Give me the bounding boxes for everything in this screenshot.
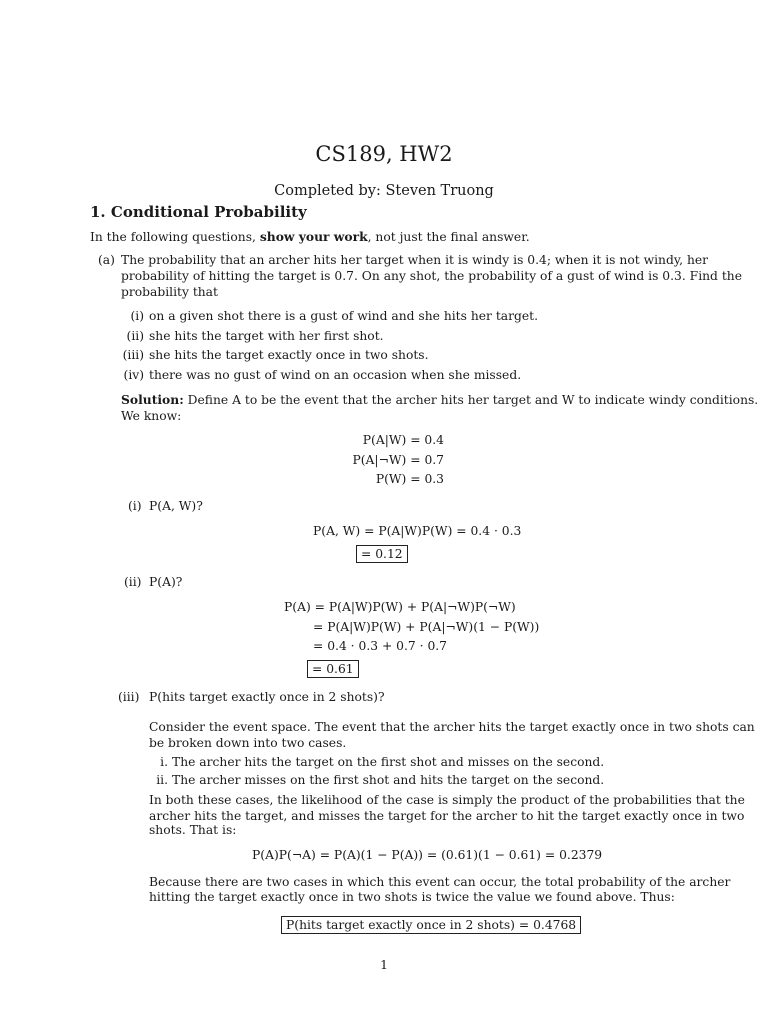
part-iii-label: (iii) (118, 690, 140, 704)
problem-item-num: (iv) (123, 368, 144, 382)
part-iii-equation: P(A)P(¬A) = P(A)(1 − P(A)) = (0.61)(1 − 0.61) = 0.2379 (252, 848, 603, 862)
solution-line-2: We know: (121, 409, 182, 423)
part-ii-answer: = 0.61 (307, 660, 359, 678)
known-equation: P(W) = 0.3 (375, 472, 444, 486)
section-heading (90, 204, 307, 220)
part-iii-answer: P(hits target exactly once in 2 shots) = 0.4768 (281, 916, 581, 934)
problem-item-num: (i) (130, 309, 144, 323)
part-iii-paragraph: be broken down into two cases. (149, 736, 347, 750)
known-equation: P(A|W) = 0.4 (362, 433, 444, 447)
part-iii-question: P(hits target exactly once in 2 shots)? (149, 690, 385, 704)
part-ii-question: P(A)? (149, 575, 183, 589)
intro-before: In the following questions, (90, 230, 260, 244)
case-text: The archer misses on the first shot and hits the target on the second. (172, 773, 605, 787)
case-num: i. (160, 755, 168, 769)
section-number: 1. (90, 203, 106, 221)
part-i-equation: P(A, W) = P(A|W)P(W) = 0.4 · 0.3 (313, 524, 522, 538)
solution-text: Define A to be the event that the archer hits her target and W to indicate windy conditions. (187, 393, 759, 407)
solution-label: Solution: (121, 392, 184, 407)
case-num: ii. (156, 773, 168, 787)
problem-item-num: (iii) (122, 348, 144, 362)
problem-line-1: The probability that an archer hits her target when it is windy is 0.4; when it is not windy, her (121, 253, 709, 267)
doc-author: Completed by: Steven Truong (274, 183, 494, 199)
solution-line-1 (121, 392, 758, 408)
part-ii-equation-2: = P(A|W)P(W) + P(A|¬W)(1 − P(W)) (313, 620, 540, 634)
part-i-question: P(A, W)? (149, 499, 203, 513)
part-ii-equation-3: = 0.4 · 0.3 + 0.7 · 0.7 (313, 639, 448, 653)
part-ii-equation-1: P(A) = P(A|W)P(W) + P(A|¬W)P(¬W) (284, 600, 516, 614)
section-title: Conditional Probability (110, 203, 307, 221)
case-text: The archer hits the target on the first shot and misses on the second. (172, 755, 605, 769)
part-iii-paragraph: In both these cases, the likelihood of the case is simply the product of the probabilities that the (149, 793, 745, 807)
problem-item-num: (ii) (126, 329, 144, 343)
problem-item-text: she hits the target with her first shot. (149, 329, 384, 343)
doc-title: CS189, HW2 (315, 142, 453, 166)
intro-after: , not just the final answer. (367, 230, 530, 244)
problem-item-text: she hits the target exactly once in two shots. (149, 348, 429, 362)
problem-line-2: probability of hitting the target is 0.7. On any shot, the probability of a gust of wind is 0.3. Find the (121, 269, 742, 283)
intro-bold: show your work (259, 229, 368, 244)
part-iii-paragraph: archer hits the target, and misses the target for the archer to hit the target exactly once in two (149, 809, 745, 823)
part-iii-paragraph: shots. That is: (149, 823, 237, 837)
part-ii-label: (ii) (124, 575, 142, 589)
problem-line-3: probability that (121, 285, 218, 299)
part-iii-paragraph: Because there are two cases in which this event can occur, the total probability of the archer (149, 875, 731, 889)
page-number: 1 (380, 958, 388, 972)
problem-label: (a) (98, 253, 115, 267)
part-i-label: (i) (128, 499, 142, 513)
part-i-answer: = 0.12 (356, 545, 408, 563)
problem-item-text: there was no gust of wind on an occasion when she missed. (149, 368, 522, 382)
part-iii-paragraph: Consider the event space. The event that the archer hits the target exactly once in two shots can (149, 720, 755, 734)
known-equation: P(A|¬W) = 0.7 (352, 453, 444, 467)
intro-text (90, 229, 530, 245)
problem-item-text: on a given shot there is a gust of wind and she hits her target. (149, 309, 538, 323)
part-iii-paragraph: hitting the target exactly once in two shots is twice the value we found above. Thus: (149, 890, 675, 904)
